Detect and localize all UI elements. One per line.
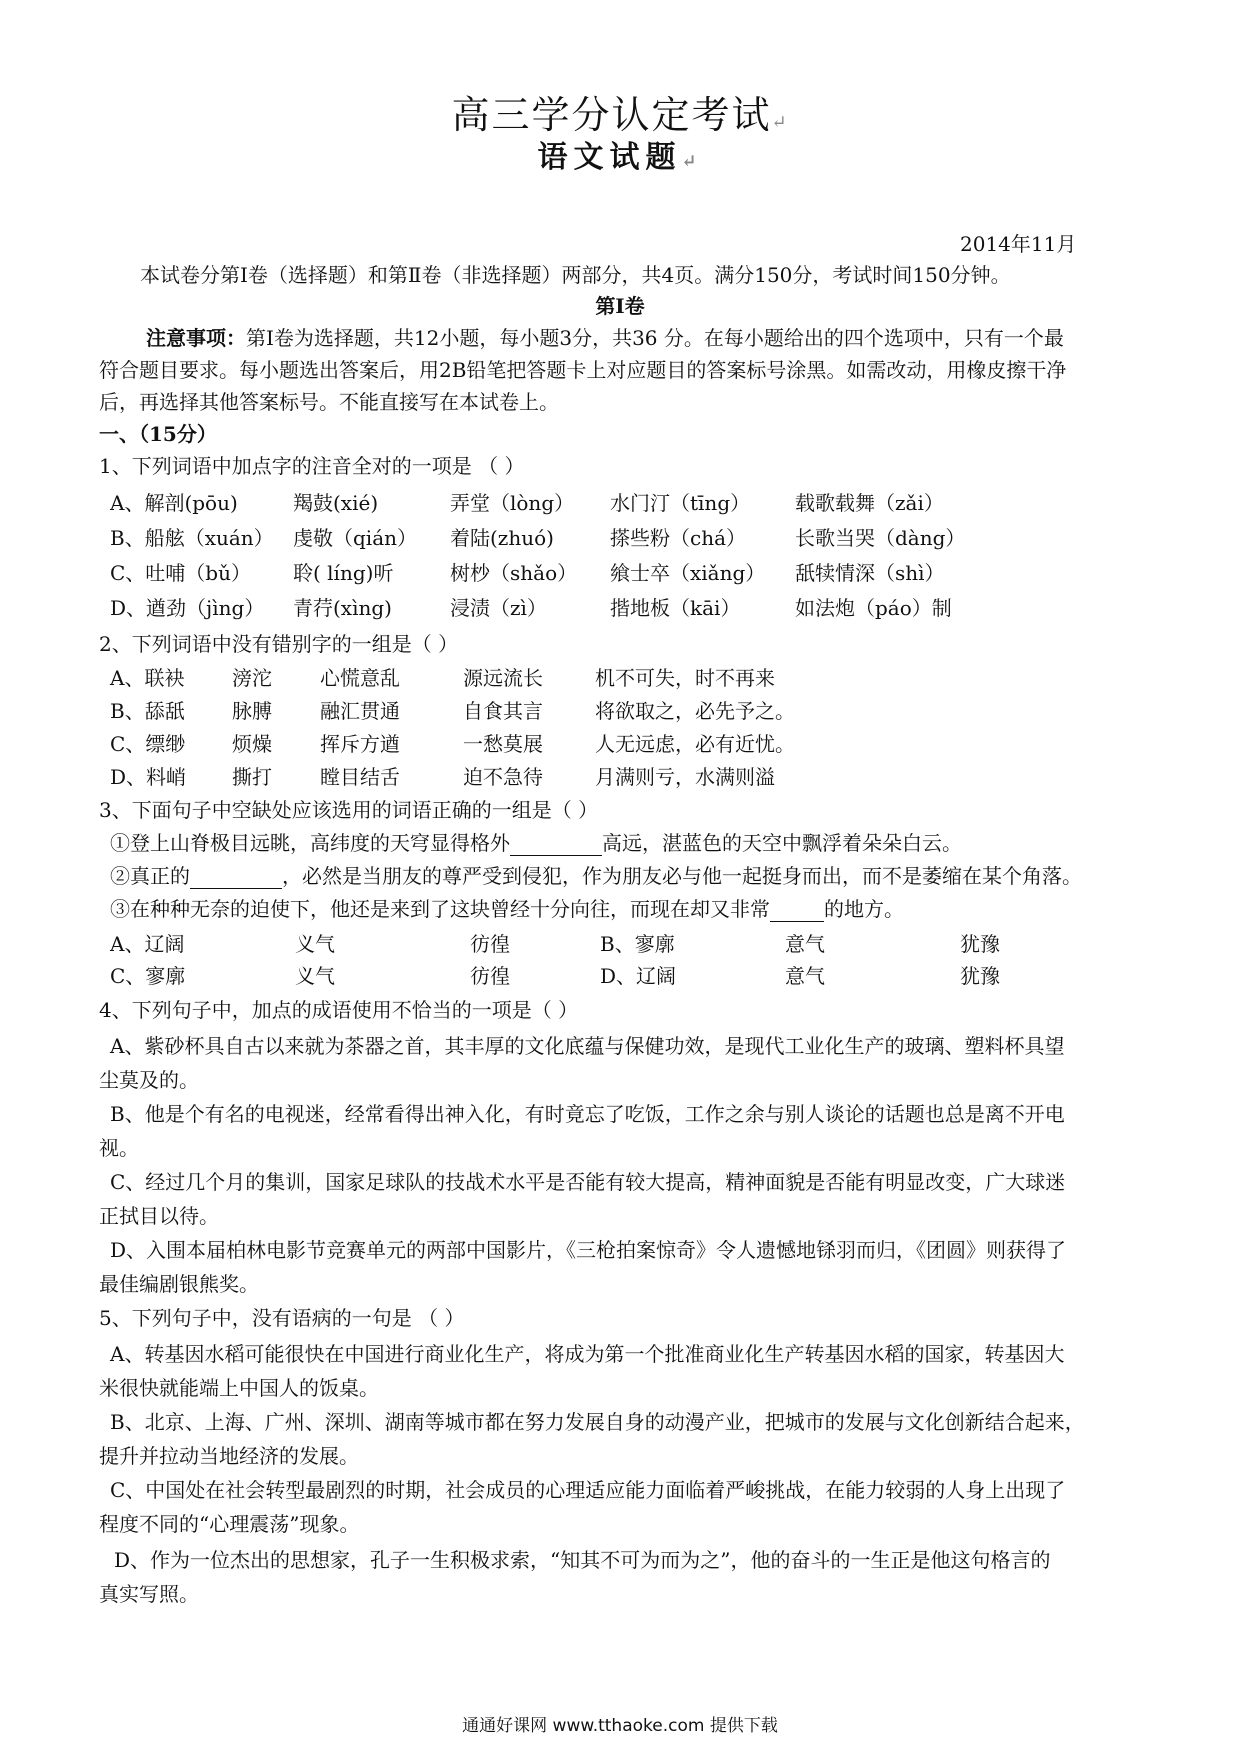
q2-option-cell: 源远流长 (463, 666, 543, 690)
notice-line-3: 后，再选择其他答案标号。不能直接写在本试卷上。 (99, 390, 559, 414)
q1-option-cell: 搽些粉（chá） (610, 526, 747, 550)
q3-option-cell: A、辽阔 (110, 932, 185, 956)
q1-option-cell: 水门汀（tīng） (610, 491, 751, 515)
exam-subtitle: 语文试题↵ (537, 140, 703, 175)
question-4-stem: 4、下列句子中，加点的成语使用不恰当的一项是（ ） (99, 998, 579, 1022)
notice-label: 注意事项： (146, 326, 246, 350)
q2-option-cell: 一愁莫展 (463, 732, 543, 756)
q3-option-cell: D、辽阔 (600, 964, 677, 988)
q3-sentence-3: ③在种种无奈的迫使下，他还是来到了这块曾经十分向往，而现在却又非常 的地方。 (110, 897, 904, 921)
q5-option-b-cont: 提升并拉动当地经济的发展。 (99, 1444, 359, 1468)
q4-option-d-cont: 最佳编剧银熊奖。 (99, 1272, 259, 1296)
answer-blank (510, 835, 602, 856)
q2-option-cell: 撕打 (232, 765, 272, 789)
q1-option-cell: 舐犊情深（shì） (795, 561, 945, 585)
q3-sentence-2: ②真正的 ，必然是当朋友的尊严受到侵犯，作为朋友必与他一起挺身而出，而不是萎缩在某个角落。 (110, 864, 1082, 888)
exam-title: 高三学分认定考试↵ (451, 93, 789, 137)
q3-option-cell: B、寥廓 (600, 932, 675, 956)
q1-option-cell: 树杪（shǎo） (450, 561, 578, 585)
q1-option-cell: 揩地板（kāi） (610, 596, 741, 620)
q2-option-cell: 脉膊 (232, 699, 272, 723)
q1-option-cell: 载歌载舞（zǎi） (795, 491, 944, 515)
q5-option-d-cont: 真实写照。 (99, 1582, 199, 1606)
q4-option-c: C、经过几个月的集训，国家足球队的技战术水平是否能有较大提高，精神面貌是否能有明显改变，广大球迷 (110, 1170, 1066, 1194)
q4-option-a: A、紫砂杯具自古以来就为茶器之首，其丰厚的文化底蕴与保健功效，是现代工业化生产的玻璃、塑料杯具望 (110, 1034, 1065, 1058)
q2-option-cell: D、料峭 (110, 765, 187, 789)
q3-sentence-1: ①登上山脊极目远眺，高纬度的天穹显得格外 高远，湛蓝色的天空中飘浮着朵朵白云。 (110, 831, 962, 855)
q4-option-a-cont: 尘莫及的。 (99, 1068, 199, 1092)
q3-option-cell: 意气 (785, 964, 825, 988)
q1-option-cell: D、遒劲（jìng） (110, 596, 265, 620)
q5-option-c: C、中国处在社会转型最剧烈的时期，社会成员的心理适应能力面临着严峻挑战，在能力较弱的人身上出现了 (110, 1478, 1066, 1502)
q3-option-cell: C、寥廓 (110, 964, 186, 988)
q1-option-cell: 羯鼓(xié) (293, 491, 379, 515)
q2-option-cell: 机不可失，时不再来 (595, 666, 775, 690)
q5-option-b: B、北京、上海、广州、深圳、湖南等城市都在努力发展自身的动漫产业，把城市的发展与文化创新结合起来， (110, 1410, 1085, 1434)
q1-option-cell: C、吐哺（bǔ） (110, 561, 251, 585)
q5-option-d: D、作为一位杰出的思想家，孔子一生积极求索，“知其不可为而为之”，他的奋斗的一生正是他这句格言的 (114, 1548, 1051, 1572)
question-5-stem: 5、下列句子中，没有语病的一句是 （ ） (99, 1306, 465, 1330)
notice-line-1: 注意事项：第Ⅰ卷为选择题，共12小题，每小题3分，共36 分。在每小题给出的四个选项中，只有一个最 (146, 326, 1064, 350)
q2-option-cell: 自食其言 (463, 699, 543, 723)
question-1-stem: 1、下列词语中加点字的注音全对的一项是 （ ） (99, 454, 525, 478)
q4-option-b-cont: 视。 (99, 1136, 139, 1160)
q2-option-cell: B、舔舐 (110, 699, 185, 723)
q1-option-cell: 青荇(xìng) (293, 596, 392, 620)
q1-option-cell: 虔敬（qián） (293, 526, 418, 550)
exam-intro: 本试卷分第Ⅰ卷（选择题）和第Ⅱ卷（非选择题）两部分，共4页。满分150分，考试时间150分钟。 (140, 263, 1011, 287)
q2-option-cell: 心慌意乱 (320, 666, 400, 690)
q4-option-c-cont: 正拭目以待。 (99, 1204, 219, 1228)
q1-option-cell: 如法炮（páo）制 (795, 596, 952, 620)
q2-option-cell: 瞠目结舌 (320, 765, 400, 789)
q2-option-cell: 将欲取之，必先予之。 (595, 699, 795, 723)
q1-option-cell: B、船舷（xuán） (110, 526, 274, 550)
question-3-stem: 3、下面句子中空缺处应该选用的词语正确的一组是（ ） (99, 798, 599, 822)
q2-option-cell: 融汇贯通 (320, 699, 400, 723)
q3-option-cell: 彷徨 (470, 964, 510, 988)
q2-option-cell: 人无远虑，必有近忧。 (595, 732, 795, 756)
q5-option-a: A、转基因水稻可能很快在中国进行商业化生产，将成为第一个批准商业化生产转基因水稻的国家，转基因大 (110, 1342, 1065, 1366)
q1-option-cell: 弄堂（lòng） (450, 491, 575, 515)
answer-blank (190, 868, 282, 889)
q4-option-b: B、他是个有名的电视迷，经常看得出神入化，有时竟忘了吃饭，工作之余与别人谈论的话题也总是离不开电 (110, 1102, 1065, 1126)
q1-option-cell: 聆( líng)听 (293, 561, 394, 585)
q1-option-cell: 浸渍（zì） (450, 596, 547, 620)
volume-title: 第Ⅰ卷 (595, 294, 645, 318)
q2-option-cell: 烦燥 (232, 732, 272, 756)
section-heading: 一、（15分） (99, 422, 217, 446)
q3-option-cell: 意气 (785, 932, 825, 956)
footer-download-note: 通通好课网 www.tthaoke.com 提供下载 (462, 1716, 778, 1736)
q1-option-cell: 着陆(zhuó) (450, 526, 554, 550)
q3-option-cell: 彷徨 (470, 932, 510, 956)
q2-option-cell: 挥斥方遒 (320, 732, 400, 756)
q2-option-cell: 迫不急待 (463, 765, 543, 789)
question-2-stem: 2、下列词语中没有错别字的一组是（ ） (99, 632, 459, 656)
q2-option-cell: 月满则亏，水满则溢 (595, 765, 775, 789)
q1-option-cell: A、解剖(pōu) (110, 491, 238, 515)
q3-option-cell: 义气 (295, 964, 335, 988)
answer-blank (770, 901, 824, 922)
q5-option-c-cont: 程度不同的“心理震荡”现象。 (99, 1512, 360, 1536)
q1-option-cell: 飨士卒（xiǎng） (610, 561, 766, 585)
q3-option-cell: 义气 (295, 932, 335, 956)
q3-option-cell: 犹豫 (960, 964, 1000, 988)
q1-option-cell: 长歌当哭（dàng） (795, 526, 966, 550)
q2-option-cell: 滂沱 (232, 666, 272, 690)
q4-option-d: D、入围本届柏林电影节竞赛单元的两部中国影片，《三枪拍案惊奇》令人遗憾地铩羽而归，《团圆》则获得了 (110, 1238, 1067, 1262)
notice-line-2: 符合题目要求。每小题选出答案后，用2B铅笔把答题卡上对应题目的答案标号涂黑。如需改动，用橡皮擦干净 (99, 358, 1067, 382)
q3-option-cell: 犹豫 (960, 932, 1000, 956)
q2-option-cell: A、联袂 (110, 666, 185, 690)
q2-option-cell: C、缥缈 (110, 732, 186, 756)
q5-option-a-cont: 米很快就能端上中国人的饭桌。 (99, 1376, 379, 1400)
exam-date: 2014年11月 (960, 232, 1077, 256)
